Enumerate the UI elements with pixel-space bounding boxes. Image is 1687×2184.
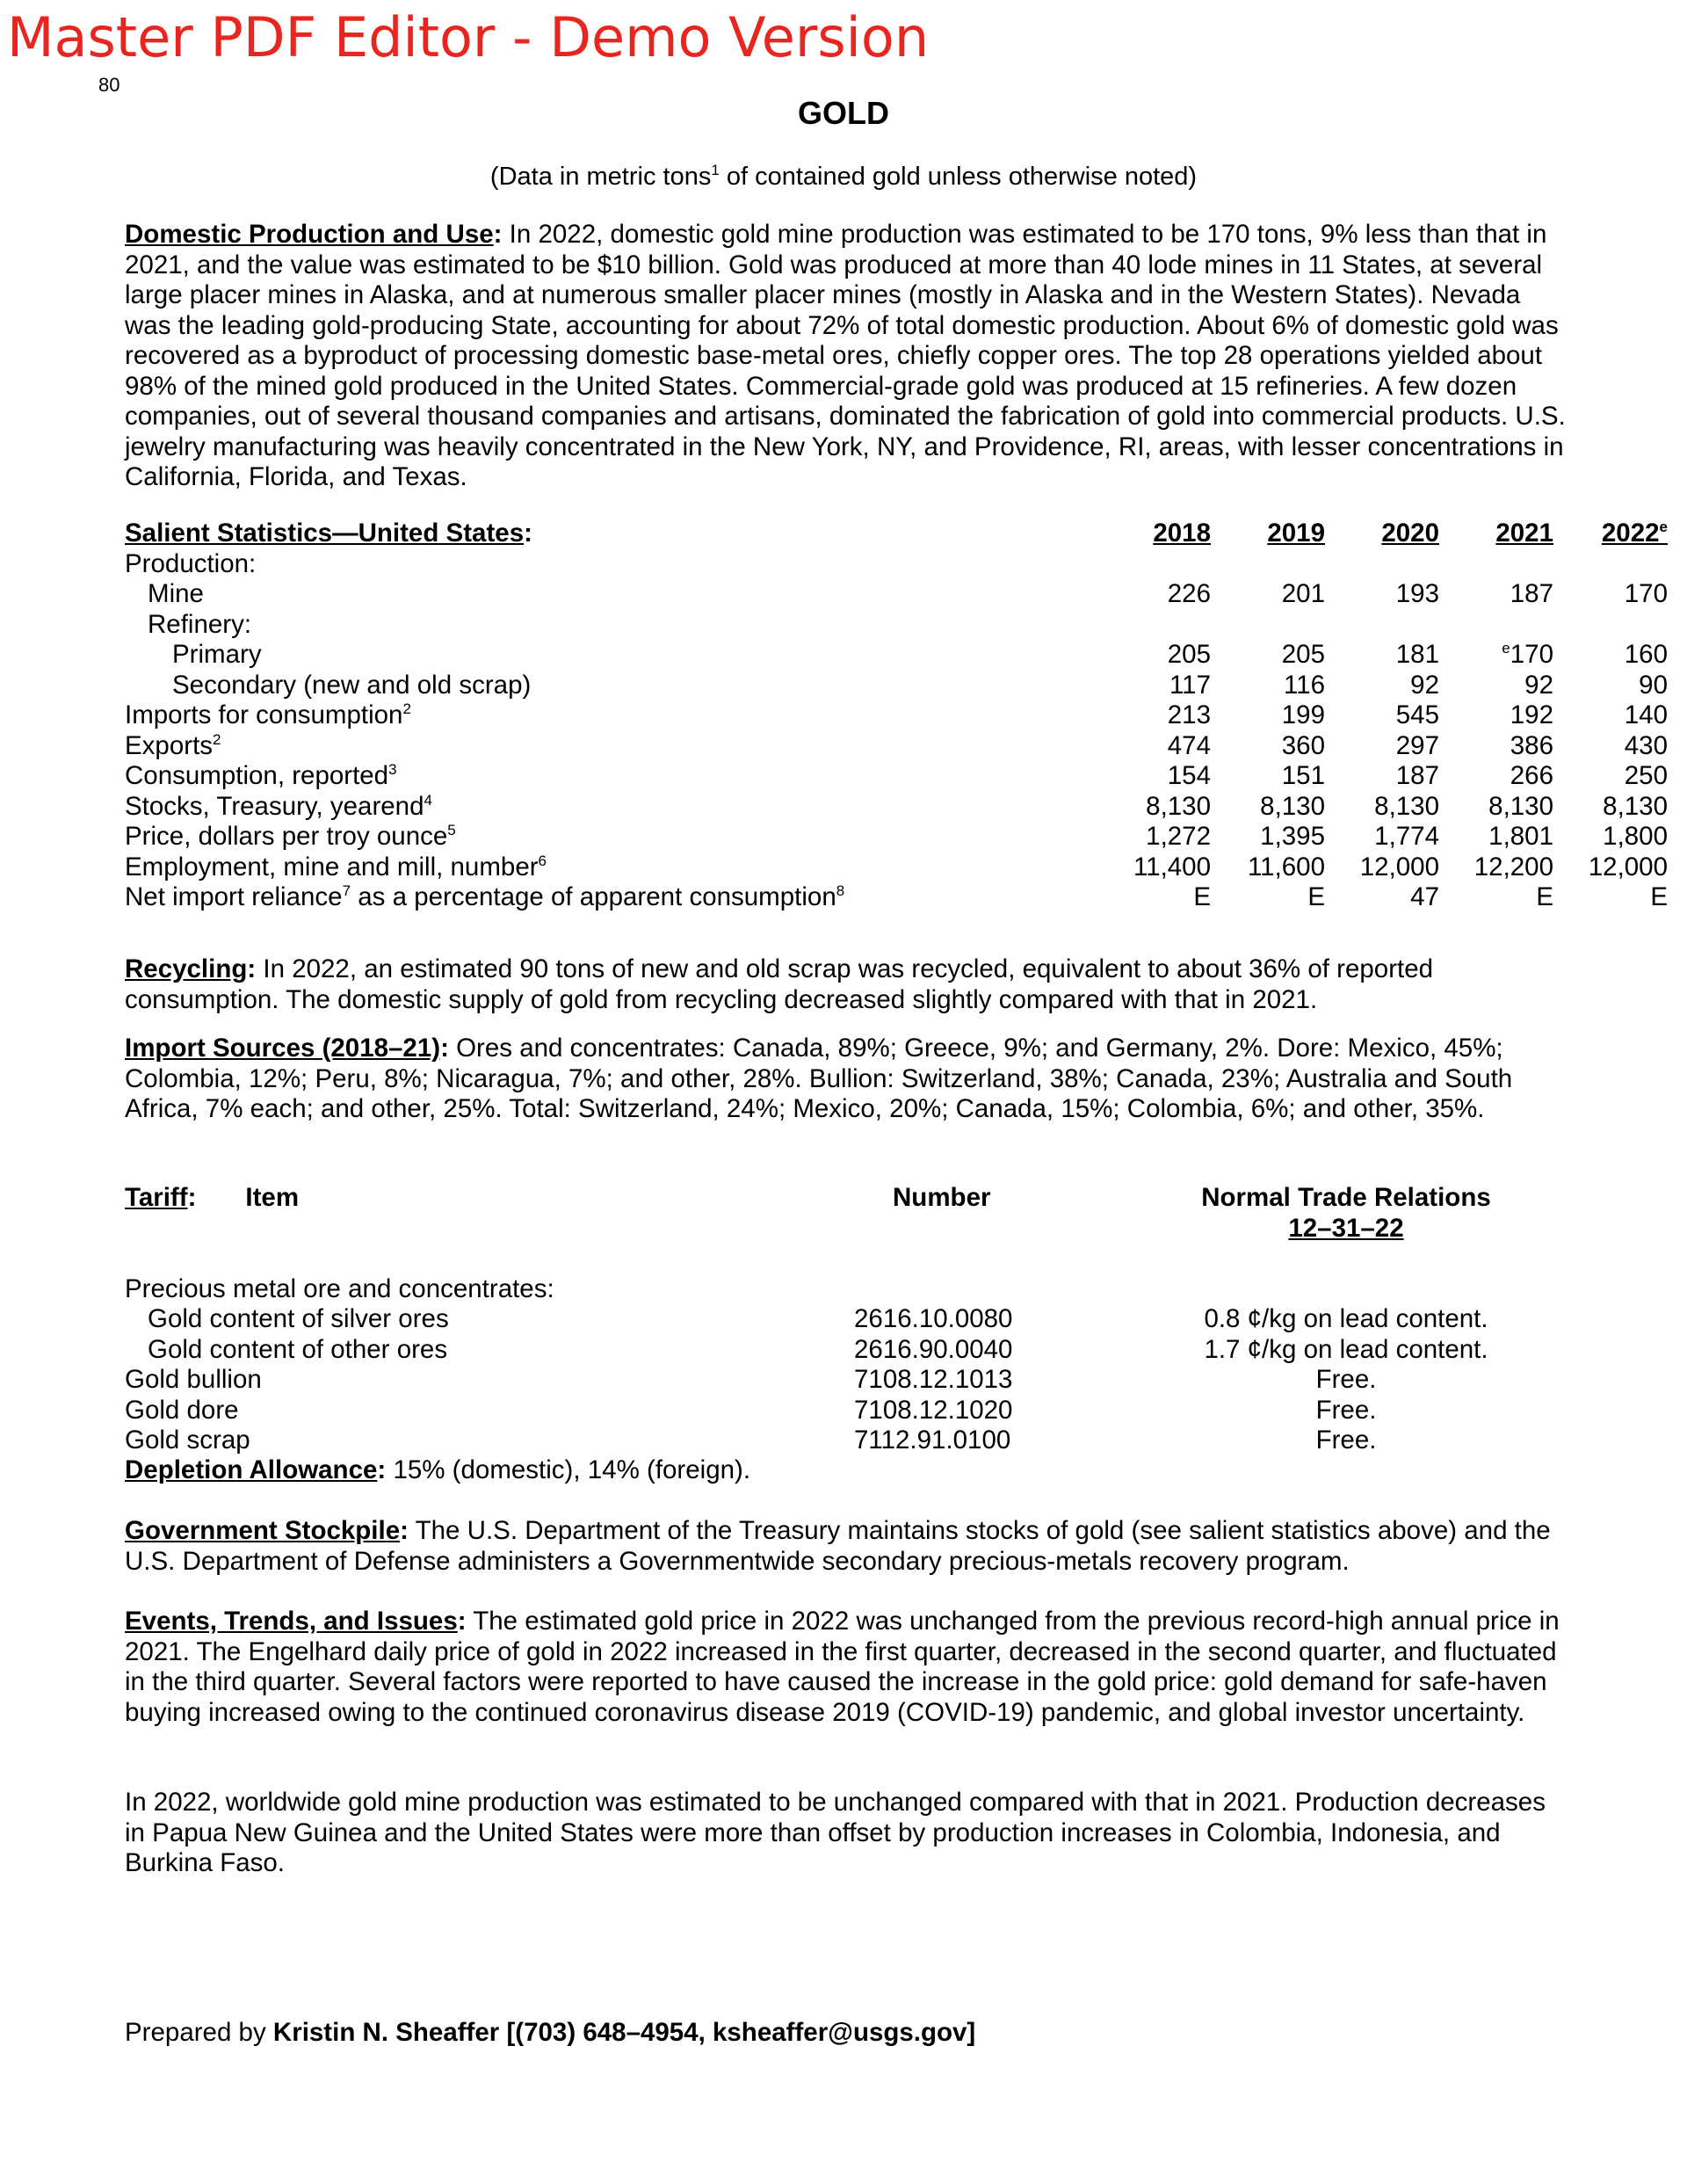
table-cell xyxy=(1553,822,1668,853)
section-text: In 2022, an estimated 90 tons of new and old scrap was recycled, equivalent to about 36% of reported consumption. The domestic supply of gold from recycling decreased slightly compared with that in 2021. xyxy=(125,954,1434,1014)
section-government-stockpile xyxy=(125,1516,1566,1577)
table-cell xyxy=(1553,882,1668,913)
table-cell xyxy=(1439,822,1553,853)
label-colon: : xyxy=(457,1607,467,1636)
tariff-header-row xyxy=(125,1183,1548,1214)
table-cell xyxy=(1325,671,1439,701)
cell-value: 205 xyxy=(1167,640,1211,669)
salient-statistics-table xyxy=(125,519,1668,913)
section-label: Events, Trends, and Issues xyxy=(125,1607,458,1636)
label-colon: : xyxy=(440,1034,449,1063)
cell-value: 1,800 xyxy=(1603,822,1668,851)
section-depletion-allowance xyxy=(125,1455,1566,1486)
tariff-ntr: Free. xyxy=(1315,1395,1377,1425)
row-label xyxy=(125,579,204,610)
table-cell xyxy=(1325,792,1439,823)
table-cell xyxy=(1097,822,1211,853)
cell-value: 47 xyxy=(1410,882,1439,911)
cell-value: 160 xyxy=(1624,640,1668,669)
tariff-item: Gold content of other ores xyxy=(148,1334,448,1364)
table-cell xyxy=(1553,640,1668,671)
row-label xyxy=(125,853,547,883)
cell-value: 8,130 xyxy=(1260,791,1325,821)
row-label-text: Stocks, Treasury, yearend xyxy=(125,791,424,821)
table-cell xyxy=(1553,761,1668,792)
cell-value: E xyxy=(1193,882,1211,911)
cell-value: 181 xyxy=(1395,640,1439,669)
year-header: 2019 xyxy=(1267,519,1325,548)
label-colon: : xyxy=(493,220,503,249)
tariff-number: 2616.10.0080 xyxy=(854,1304,1013,1333)
row-spacer xyxy=(125,1244,1548,1274)
section-text: In 2022, worldwide gold mine production was estimated to be unchanged compared with that in 2021. Production decreases in Papua New Guinea and the United States were more than offset by production increases in Colombia, Indonesia, and Burkina Faso. xyxy=(125,1788,1546,1877)
row-label-text: Exports xyxy=(125,730,214,760)
tariff-item: Precious metal ore and concentrates: xyxy=(125,1273,554,1303)
tariff-ntr: 0.8 ¢/kg on lead content. xyxy=(1204,1304,1488,1333)
cell-value: 170 xyxy=(1624,579,1668,608)
row-label-text: Employment, mine and mill, number xyxy=(125,852,539,882)
table-cell xyxy=(1211,882,1325,913)
cell-value: 360 xyxy=(1281,730,1325,760)
table-cell xyxy=(1553,579,1668,610)
table-cell xyxy=(1325,579,1439,610)
footnote-ref: 2 xyxy=(213,730,221,748)
section-label: Salient Statistics—United States xyxy=(125,519,525,548)
row-label-text: Net import reliance xyxy=(125,882,343,911)
table-cell xyxy=(1097,882,1211,913)
footnote-ref: 7 xyxy=(342,882,351,899)
ntr-date: 12–31–22 xyxy=(1288,1213,1404,1243)
table-cell xyxy=(1439,731,1553,762)
page-title: GOLD xyxy=(798,95,889,131)
col-item-header: Item xyxy=(245,1183,300,1212)
table-cell xyxy=(1211,579,1325,610)
tariff-item: Gold scrap xyxy=(125,1426,250,1455)
cell-value: 1,395 xyxy=(1260,822,1325,851)
footnote-ref: 1 xyxy=(711,162,720,178)
cell-value: 154 xyxy=(1167,761,1211,790)
footnote-ref: 6 xyxy=(538,852,547,869)
tariff-row xyxy=(125,1426,1548,1456)
cell-value: 1,774 xyxy=(1374,822,1439,851)
section-text: The U.S. Department of the Treasury maintains stocks of gold (see salient statistics above) and the U.S. Department of Defense administers a Governmentwide secondary precious-metals recovery program. xyxy=(125,1516,1551,1576)
cell-value: 8,130 xyxy=(1374,791,1439,821)
cell-value: 140 xyxy=(1624,700,1668,729)
cell-value: 8,130 xyxy=(1603,791,1668,821)
footer-author: Kristin N. Sheaffer [(703) 648–4954, ksheaffer@usgs.gov] xyxy=(272,2018,976,2047)
year-header xyxy=(1553,519,1668,549)
table-row xyxy=(125,761,1668,792)
page-number: 80 xyxy=(98,74,120,96)
table-cell xyxy=(1439,792,1553,823)
cell-value: 205 xyxy=(1281,640,1325,669)
cell-value: 92 xyxy=(1524,670,1553,700)
section-label: Recycling xyxy=(125,954,248,983)
cell-value: 1,272 xyxy=(1146,822,1211,851)
row-label-text: Imports for consumption xyxy=(125,700,403,729)
table-cell xyxy=(1325,761,1439,792)
tariff-ntr: 1.7 ¢/kg on lead content. xyxy=(1204,1334,1488,1364)
cell-value: 187 xyxy=(1395,761,1439,790)
section-label: Depletion Allowance xyxy=(125,1455,378,1484)
table-cell xyxy=(1325,640,1439,671)
year-header-text: 2022 xyxy=(1601,519,1660,548)
section-import-sources xyxy=(125,1034,1566,1125)
row-label-text: as a percentage of apparent consumption xyxy=(351,882,836,911)
table-cell xyxy=(1211,853,1325,883)
row-label-text: Primary xyxy=(172,640,262,669)
cell-value: 117 xyxy=(1169,670,1211,700)
tariff-table xyxy=(125,1183,1548,1456)
row-label xyxy=(125,761,397,792)
tariff-row xyxy=(125,1365,1548,1396)
label-colon: : xyxy=(400,1516,409,1545)
table-body xyxy=(125,548,1668,913)
cell-value: 90 xyxy=(1639,670,1668,700)
table-cell xyxy=(1211,761,1325,792)
table-cell xyxy=(1439,882,1553,913)
table-cell xyxy=(1211,671,1325,701)
tariff-number: 7108.12.1013 xyxy=(854,1365,1013,1394)
cell-value: 250 xyxy=(1624,761,1668,790)
tariff-item: Gold content of silver ores xyxy=(148,1304,449,1333)
footnote-ref: 3 xyxy=(388,761,397,778)
section-label: Import Sources (2018–21) xyxy=(125,1034,441,1063)
footnote-ref: 5 xyxy=(447,822,456,838)
cell-value: 11,600 xyxy=(1247,852,1325,882)
row-label xyxy=(125,822,456,853)
page-subtitle xyxy=(0,162,1687,192)
section-events-paragraph-2 xyxy=(125,1788,1566,1879)
footnote-ref: 2 xyxy=(402,700,411,717)
row-label xyxy=(125,610,251,641)
section-text: Ores and concentrates: Canada, 89%; Greece, 9%; and Germany, 2%. Dore: Mexico, 45%; Colombia, 12%; Peru, 8%; Nicaragua, 7%; and other, 28%. Bullion: Switzerland, 38%; Canada, 23%; Australia and South Africa, 7% each; and other, 25%. Total: Switzerland, 24%; Mexico, 20%; Canada, 15%; Colombia, 6%; and other, 35%. xyxy=(125,1034,1513,1123)
cell-value: 12,000 xyxy=(1359,852,1439,882)
table-cell xyxy=(1439,853,1553,883)
table-row xyxy=(125,791,1668,823)
table-cell xyxy=(1553,700,1668,731)
estimate-mark: e xyxy=(1502,640,1510,657)
section-recycling xyxy=(125,954,1566,1015)
tariff-header-label xyxy=(125,1183,299,1214)
cell-value: E xyxy=(1307,882,1325,911)
cell-value: 201 xyxy=(1281,579,1325,608)
table-cell xyxy=(1211,700,1325,731)
label-colon: : xyxy=(377,1455,387,1484)
row-label-text: Price, dollars per troy ounce xyxy=(125,822,448,851)
row-label xyxy=(125,700,411,731)
row-label xyxy=(125,640,262,671)
cell-value: 12,000 xyxy=(1588,852,1668,882)
watermark: Master PDF Editor - Demo Version xyxy=(7,5,930,69)
section-text: 15% (domestic), 14% (foreign). xyxy=(393,1455,751,1484)
tariff-item: Gold dore xyxy=(125,1395,239,1425)
table-cell xyxy=(1439,579,1553,610)
table-header-row xyxy=(125,519,1668,549)
table-cell xyxy=(1553,671,1668,701)
table-row xyxy=(125,610,1548,641)
row-label xyxy=(125,549,256,580)
tariff-header-row-2 xyxy=(125,1214,1548,1244)
cell-value: 1,801 xyxy=(1488,822,1553,851)
cell-value: 151 xyxy=(1281,761,1325,790)
footer-prefix: Prepared by xyxy=(125,2018,273,2047)
table-cell xyxy=(1325,853,1439,883)
section-label: Domestic Production and Use xyxy=(125,220,494,249)
row-label xyxy=(125,792,432,823)
tariff-number: 7108.12.1020 xyxy=(854,1395,1013,1425)
tariff-number: 7112.91.0100 xyxy=(854,1426,1011,1455)
table-cell xyxy=(1097,761,1211,792)
section-label: Government Stockpile xyxy=(125,1516,401,1545)
col-ntr-date-header xyxy=(1126,1214,1566,1244)
table-cell xyxy=(1211,640,1325,671)
table-cell xyxy=(1325,882,1439,913)
table-cell xyxy=(1211,731,1325,762)
cell-value: 266 xyxy=(1510,761,1553,790)
cell-value: 226 xyxy=(1167,579,1211,608)
cell-value: 8,130 xyxy=(1488,791,1553,821)
tariff-number: 2616.90.0040 xyxy=(854,1334,1013,1364)
table-cell xyxy=(1553,853,1668,883)
cell-value: 386 xyxy=(1510,730,1553,760)
cell-value: 199 xyxy=(1281,700,1325,729)
label-colon: : xyxy=(524,519,532,548)
subtitle-text-end: of contained gold unless otherwise noted) xyxy=(719,163,1198,191)
col-ntr-header: Normal Trade Relations xyxy=(1201,1183,1491,1212)
table-row xyxy=(125,730,1668,762)
row-label-text: Consumption, reported xyxy=(125,761,389,790)
cell-value: 92 xyxy=(1410,670,1439,700)
table-cell xyxy=(1553,731,1668,762)
table-cell xyxy=(1439,640,1553,671)
table-row xyxy=(125,882,1668,913)
tariff-ntr: Free. xyxy=(1315,1426,1377,1455)
label-colon: : xyxy=(187,1183,197,1212)
label-colon: : xyxy=(247,954,257,983)
cell-value: 12,200 xyxy=(1473,852,1553,882)
cell-value: 187 xyxy=(1510,579,1553,608)
tariff-ntr: Free. xyxy=(1315,1365,1377,1394)
cell-value: 213 xyxy=(1167,700,1211,729)
row-label-text: Secondary (new and old scrap) xyxy=(172,670,532,700)
section-text: In 2022, domestic gold mine production was estimated to be 170 tons, 9% less than that in 2021, and the value was estimated to be $10 billion. Gold was produced at more than 40 lode mines in 11 States, at several large placer mines in Alaska, and at numerous smaller placer mines (mostly in Alaska and in the Western States). Nevada was the leading gold-producing State, accounting for about 72% of total domestic production. About 6% of domestic gold was recovered as a byproduct of processing domestic base-metal ores, chiefly copper ores. The top 28 operations yielded about 98% of the mined gold produced in the United States. Commercial-grade gold was produced at 15 refineries. A few dozen companies, out of several thousand companies and artisans, dominated the fabrication of gold into commercial products. U.S. jewelry manufacturing was heavily concentrated in the New York, NY, and Providence, RI, areas, with lesser concentrations in California, Florida, and Texas. xyxy=(125,220,1566,491)
table-cell xyxy=(1097,792,1211,823)
table-row xyxy=(125,700,1668,731)
table-cell xyxy=(1097,700,1211,731)
year-header: 2018 xyxy=(1153,519,1211,548)
cell-value: E xyxy=(1536,882,1553,911)
table-cell xyxy=(1439,761,1553,792)
table-row xyxy=(125,579,1668,610)
table-cell xyxy=(1439,671,1553,701)
table-cell xyxy=(1325,822,1439,853)
footnote-ref: 4 xyxy=(424,791,432,809)
table-row xyxy=(125,670,1668,701)
row-label xyxy=(125,731,221,762)
row-label-text: Mine xyxy=(148,579,204,608)
cell-value: 545 xyxy=(1395,700,1439,729)
cell-value: 297 xyxy=(1395,730,1439,760)
table-row xyxy=(125,822,1668,853)
table-cell xyxy=(1097,640,1211,671)
section-events-trends xyxy=(125,1607,1566,1728)
cell-value: 170 xyxy=(1510,640,1553,669)
row-label-text: Refinery: xyxy=(148,609,252,639)
tariff-row xyxy=(125,1304,1548,1335)
tariff-row xyxy=(125,1396,1548,1426)
table-row xyxy=(125,549,1548,580)
cell-value: 430 xyxy=(1624,730,1668,760)
cell-value: E xyxy=(1650,882,1668,911)
cell-value: 193 xyxy=(1395,579,1439,608)
table-cell xyxy=(1325,700,1439,731)
cell-value: 116 xyxy=(1283,670,1325,700)
row-label xyxy=(125,882,844,913)
table-cell xyxy=(1097,731,1211,762)
table-cell xyxy=(1211,822,1325,853)
section-text: The estimated gold price in 2022 was unchanged from the previous record-high annual price in 2021. The Engelhard daily price of gold in 2022 increased in the first quarter, decreased in the second quarter, and fluctuated in the third quarter. Several factors were reported to have caused the increase in the gold price: gold demand for safe-haven buying increased owing to the continued coronavirus disease 2019 (COVID-19) pandemic, and global investor uncertainty. xyxy=(125,1607,1560,1727)
row-label xyxy=(125,671,531,701)
table-cell xyxy=(1325,731,1439,762)
estimate-mark: e xyxy=(1659,519,1668,535)
year-header: 2021 xyxy=(1495,519,1553,548)
table-cell xyxy=(1097,671,1211,701)
footnote-ref: 8 xyxy=(836,882,845,899)
tariff-row xyxy=(125,1335,1548,1366)
tariff-row xyxy=(125,1274,1548,1305)
footer-prepared-by xyxy=(125,2018,975,2049)
cell-value: 192 xyxy=(1510,700,1553,729)
section-label: Tariff xyxy=(125,1183,188,1212)
table-cell xyxy=(1097,853,1211,883)
cell-value: 8,130 xyxy=(1146,791,1211,821)
cell-value: 11,400 xyxy=(1133,852,1211,882)
col-number-header: Number xyxy=(893,1183,991,1212)
year-header: 2020 xyxy=(1381,519,1439,548)
row-label-text: Production: xyxy=(125,548,257,578)
table-cell xyxy=(1097,579,1211,610)
table-title xyxy=(125,519,532,549)
table-cell xyxy=(1439,700,1553,731)
table-cell xyxy=(1211,792,1325,823)
table-row xyxy=(125,640,1668,671)
subtitle-text: (Data in metric tons xyxy=(489,163,712,191)
table-cell xyxy=(1553,792,1668,823)
tariff-item: Gold bullion xyxy=(125,1365,262,1394)
section-domestic-production xyxy=(125,220,1566,493)
tariff-body xyxy=(125,1244,1548,1456)
table-row xyxy=(125,852,1668,883)
cell-value: 474 xyxy=(1167,730,1211,760)
